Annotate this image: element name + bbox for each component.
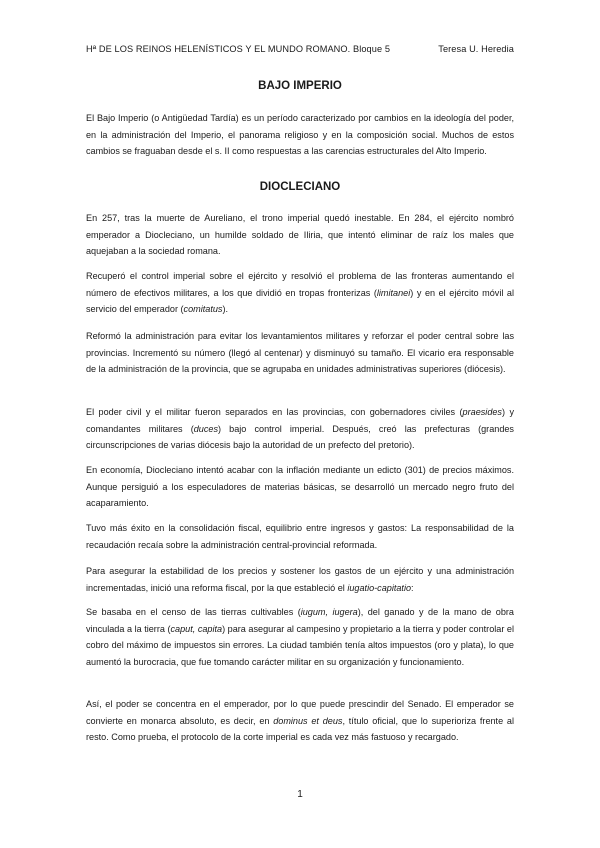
paragraph-7: Para asegurar la estabilidad de los precios y sostener los gastos de un ejército y una administración incrementadas, inició una reforma fiscal, por la que estableció el iugatio-capitatio: — [86, 566, 514, 593]
section-title-diocleciano: DIOCLECIANO — [259, 181, 341, 193]
paragraph-3: Reformó la administración para evitar los levantamientos militares y reforzar el poder central sobre las provincias. Incrementó su número (llegó al centenar) y disminuyó su tamaño. El vicario era responsable de la administración de la provincia, que se agrupaba en unidades administrativas superiores (diócesis). — [86, 331, 514, 375]
header-course-title: Hª DE LOS REINOS HELENÍSTICOS Y EL MUNDO ROMANO. Bloque 5 — [86, 44, 391, 54]
paragraph-8: Se basaba en el censo de las tierras cultivables (iugum, iugera), del ganado y de la mano de obra vinculada a la tierra (caput, capita) para asegurar al campesino y propietario a la tierra y poder controlar el cobro del máximo de impuestos sin errores. La ciudad también tenía altos impuestos (oro y plata), lo que aumentó la burocracia, que fue tomando carácter militar en su organización y funcionamiento. — [86, 607, 514, 667]
intro-paragraph: El Bajo Imperio (o Antigüedad Tardía) es un período caracterizado por cambios en la ideología del poder, en la administración del Imperio, el panorama religioso y en la composición social. Muchos de estos cambios se fraguaban desde el s. II como respuestas a las carencias estructurales del Alto Imperio. — [86, 113, 514, 157]
paragraph-6: Tuvo más éxito en la consolidación fiscal, equilibrio entre ingresos y gastos: La responsabilidad de la recaudación recaía sobre la administración central-provincial reformada. — [86, 523, 514, 550]
paragraph-5: En economía, Diocleciano intentó acabar con la inflación mediante un edicto (301) de precios máximos. Aunque persiguió a los especuladores de materias básicas, se desarrolló un mercado negro fruto del acaparamiento. — [86, 465, 514, 509]
running-header — [86, 44, 514, 58]
page-number: 1 — [297, 789, 303, 800]
section-title-bajo-imperio: BAJO IMPERIO — [258, 80, 342, 92]
header-author: Teresa U. Heredia — [438, 44, 514, 54]
paragraph-4: El poder civil y el militar fueron separados en las provincias, con gobernadores civiles (praesides) y comandantes militares (duces) bajo control imperial. Después, creó las prefecturas (grandes circunscripciones de varias diócesis bajo la autoridad de un prefecto del pretorio). — [86, 407, 514, 451]
paragraph-1: En 257, tras la muerte de Aureliano, el trono imperial quedó inestable. En 284, el ejército nombró emperador a Diocleciano, un humilde soldado de Iliria, que intentó eliminar de raíz los males que aquejaban a la sociedad romana. — [86, 213, 514, 257]
paragraph-9: Así, el poder se concentra en el emperador, por lo que puede prescindir del Senado. El emperador se convierte en monarca absoluto, es decir, en dominus et deus, título oficial, que lo superioriza frente al resto. Como prueba, el protocolo de la corte imperial es cada vez más fastuoso y recargado. — [86, 699, 515, 743]
paragraph-2: Recuperó el control imperial sobre el ejército y resolvió el problema de las fronteras aumentando el número de efectivos militares, a los que dividió en tropas fronterizas (limitanei) y en el ejército móvil al servicio del emperador (comitatus). — [86, 271, 514, 315]
